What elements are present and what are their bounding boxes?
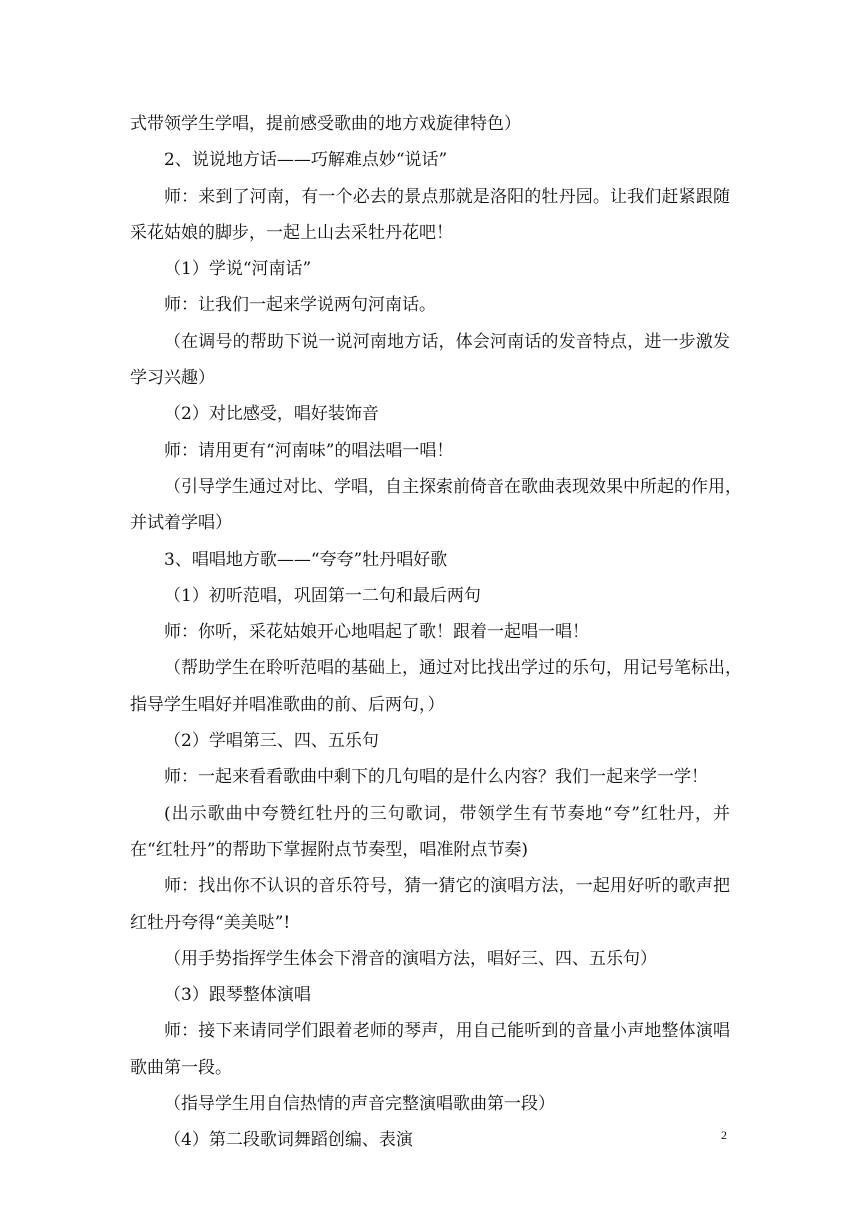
text-line: 在“红牡丹”的帮助下掌握附点节奏型，唱准附点节奏) xyxy=(130,839,529,860)
text-line: 师：一起来看看歌曲中剩下的几句唱的是什么内容？我们一起来学一学！ xyxy=(164,767,708,788)
text-line: （帮助学生在聆听范唱的基础上，通过对比找出学过的乐句，用记号笔标出， xyxy=(164,658,742,679)
text-line: 师：来到了河南，有一个必去的景点那就是洛阳的牡丹园。让我们赶紧跟随 xyxy=(164,186,730,207)
text-line: （1）学说“河南话” xyxy=(164,259,312,280)
text-line: 师：让我们一起来学说两句河南话。 xyxy=(164,295,436,316)
page-number: 2 xyxy=(721,1128,727,1142)
text-line: 指导学生唱好并唱准歌曲的前、后两句，） xyxy=(130,694,445,715)
text-line: 2、说说地方话——巧解难点妙“说话” xyxy=(164,150,448,171)
text-line: （1）初听范唱，巩固第一二句和最后两句 xyxy=(164,585,481,606)
text-line: （指导学生用自信热情的声音完整演唱歌曲第一段） xyxy=(164,1094,555,1115)
text-line: （2）对比感受，唱好装饰音 xyxy=(164,404,379,425)
document-body xyxy=(130,106,742,1159)
text-line: （引导学生通过对比、学唱，自主探索前倚音在歌曲表现效果中所起的作用， xyxy=(164,476,742,497)
text-line: 学习兴趣） xyxy=(130,368,215,389)
text-line: （用手势指挥学生体会下滑音的演唱方法，唱好三、四、五乐句） xyxy=(164,948,657,969)
text-line: 歌曲第一段。 xyxy=(130,1057,232,1078)
text-line: （3）跟琴整体演唱 xyxy=(164,985,311,1006)
text-line: 采花姑娘的脚步，一起上山去采牡丹花吧！ xyxy=(130,222,453,243)
text-line: （4）第二段歌词舞蹈创编、表演 xyxy=(164,1130,413,1151)
text-line: （2）学唱第三、四、五乐句 xyxy=(164,731,379,752)
text-line: 红牡丹夸得“美美哒”! xyxy=(130,912,291,933)
text-line: 师：请用更有“河南味”的唱法唱一唱！ xyxy=(164,440,454,461)
text-line: 师：接下来请同学们跟着老师的琴声，用自己能听到的音量小声地整体演唱 xyxy=(164,1021,730,1042)
text-line: 师：你听，采花姑娘开心地唱起了歌！跟着一起唱一唱！ xyxy=(164,622,589,643)
text-line: 3、唱唱地方歌——“夸夸”牡丹唱好歌 xyxy=(164,549,448,570)
text-line: 师：找出你不认识的音乐符号，猜一猜它的演唱方法，一起用好听的歌声把 xyxy=(164,876,730,897)
text-line: (出示歌曲中夸赞红牡丹的三句歌词，带领学生有节奏地“夸”红牡丹，并 xyxy=(164,803,730,824)
text-line: 并试着学唱） xyxy=(130,513,232,534)
text-line: （在调号的帮助下说一说河南地方话，体会河南话的发音特点，进一步激发 xyxy=(164,331,730,352)
text-line: 式带领学生学唱，提前感受歌曲的地方戏旋律特色） xyxy=(130,114,521,134)
